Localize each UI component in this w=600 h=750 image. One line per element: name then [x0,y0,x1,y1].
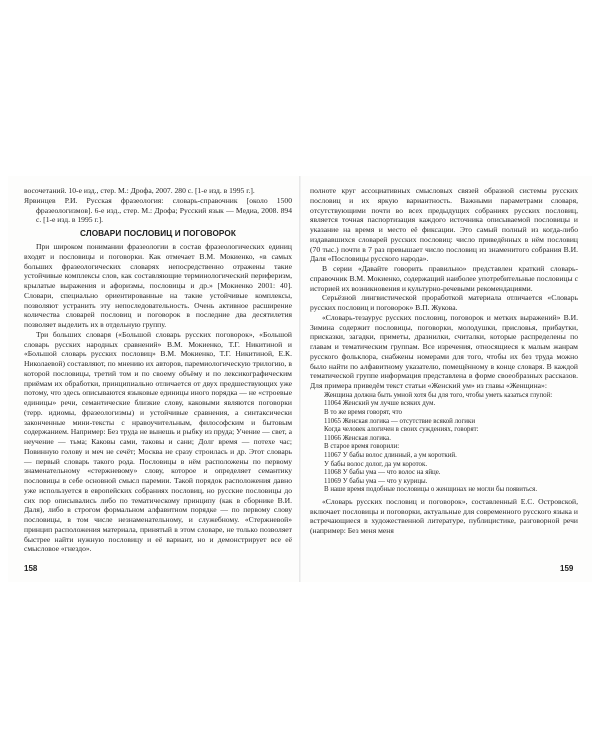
dictionary-entry-quote [324,392,578,495]
right-page [310,186,578,536]
paragraph: полноте круг ассоциативных смысловых связей образной системы русских пословиц и их яркую вариантность. Важными параметрами словаря, отсутствующими почти во всех предыдущих собраниях русских пословиц, является точная паспортизация каждого источника описываемой пословицы и указание на время и место её фиксации. Это самый полный из когда-либо издававшихся словарей русских пословиц: число приведённых в нём пословиц (70 тыс.) почти в 7 раз превышает число пословиц из знаменитого собрания В.И. Даля «Пословицы русского народа». [310,186,578,264]
reference-entry: восочетаний. 10-е изд., стер. М.: Дрофа, 2007. 280 с. [1-е изд. в 1995 г.]. [24,186,255,195]
quote-line: В старое время говорили: [324,443,400,451]
quote-line: В наше время подобные пословицы о женщинах не могли бы появиться. [324,486,538,494]
paragraph: «Словарь-тезаурус русских пословиц, поговорок и метких выражений» В.И. Зимина содержит пословицы, поговорки, молодушки, присловья, прибаутки, присказки, загадки, приметы, дразнилки, считалки, которые распределены по главам и тематическим группам. Все изречения, относящиеся к малым жанрам русского фольклора, снабжены номерами для того, чтобы их без труда можно было найти по алфавитному указателю, помещённому в конце словаря. В каждой тематической группе информация представлена в форме своеобразных рассказов. Для примера приведём текст статьи «Женский ум» из главы «Женщина»: [310,312,578,390]
quote-line: 11065 Женская логика — отсутствие всякой логики [324,417,476,425]
paragraph: Три больших словаря («Большой словарь русских поговорок», «Большой словарь русских народных сравнений» В.М. Мокиенко, Т.Г. Никитиной и «Большой словарь русских пословиц» В.М. Мокиенко, Т.Г. Никитиной, Е.К. Николаевой) составляют, по мнению их авторов, паремиологическую трилогию, в которой пословицы, третий том и по своему объёму и по лексикографическим приёмам их обработки, принципиально отличается от двух предшествующих уже потому, что здесь описываются языковые единицы иного порядка — не «строевые единицы» речи, семантические близкие слову, каковыми являются поговорки (терр. идиомы, фразеологизмы) и устойчивые сравнения, а синтаксически законченные мини-тексты с нравоучительным, философским и бытовым содержанием. Например: Без труда не вынешь и рыбку из пруда; Учение — свет, а неучение — тьма; Каковы сами, таковы и сани; Долг время — потехе час; Повинную голову и меч не сечёт; Москва не сразу строилась и др. Этот словарь — первый словарь такого рода. Пословицы в нём расположены по первому знаменательному «стержневому» слову, которое и определяет семантику пословицы в себе основной смысл паремии. Такой порядок расположения давно уже используется в европейских собраниях пословиц, но русские пословицы до сих пор описывались либо по тематическому принципу (как в сборнике В.И. Даля), либо в строгом формальном алфавитном порядке — по первому слову пословицы, в том числе незнаменательному, и служебному. «Стержневой» принцип расположения материала, принятый в этом словаре, не только позволяет быстрее найти нужную пословицу и её вариант, но и демонстрирует все её смысловое «гнездо». [24,329,292,554]
left-page [24,186,292,554]
paragraph: В серии «Давайте говорить правильно» представлен краткий словарь-справочник В.М. Мокиенко, содержащий наиболее употребительные пословицы с историей их возникновения и культурно-речевыми рекомендациями. [310,264,578,293]
book-gutter [299,176,301,582]
quote-line: 11067 У бабы волос длинный, а ум короткий. [324,451,457,459]
page-number: 158 [24,564,38,573]
section-heading: СЛОВАРИ ПОСЛОВИЦ И ПОГОВОРОК [80,229,236,238]
quote-line: Когда человек алогичен в своих суждениях, говорят: [324,426,479,434]
paragraph: При широком понимании фразеологии в состав фразеологических единиц входят и пословицы и поговорки. Как отмечает В.М. Мокиенко, «в самых больших фразеологических словарях непосредственно отражены такие устойчивые комплексы слов, как составляющие терминологический периферизм, крылатые выражения и афоризмы, пословицы и др.» [Мокиенко 2001: 40]. Словари, специально ориентированные на такие устойчивые комплексы, позволяют устранить эту непоследовательность. Очень активное расширение количества словарей пословиц и поговорок в последние два десятилетия позволяет выделить их в отдельную группу. [24,242,292,329]
quote-line: 11066 Женская логика. [324,434,391,442]
page-number: 159 [560,564,574,573]
paragraph: «Словарь русских пословиц и поговорок», составленный Е.С. Островской, включает пословицы и поговорки, актуальные для современного русского языка и встречающиеся в художественной литературе, публицистике, разговорной речи (например: Без меня меня [310,496,578,536]
reference-entry: Ярвинцев Р.И. Русская фразеология: словарь-справочник [около 1500 фразеологизмов]. 6-е изд., стер. М.: Дрофа; Русский язык — Медиа, 2008. 894 с. [1-е изд. в 1995 г.]. [24,195,292,225]
quote-line: Женщина должна быть умной хотя бы для того, чтобы уметь казаться глупой: [324,391,553,399]
quote-line: 11069 У бабы ума — что у курицы. [324,477,428,485]
quote-line: В то же время говорят, что [324,408,403,416]
quote-line: 11064 Женский ум лучше всяких дум. [324,400,436,408]
paragraph: Серьёзной лингвистической проработкой материала отличается «Словарь русских пословиц и поговорок» В.П. Жукова. [310,293,578,312]
quote-line: 11068 У бабы ума — что волос на яйце. [324,469,441,477]
quote-line: У бабы волос долог, да ум короток. [324,460,428,468]
